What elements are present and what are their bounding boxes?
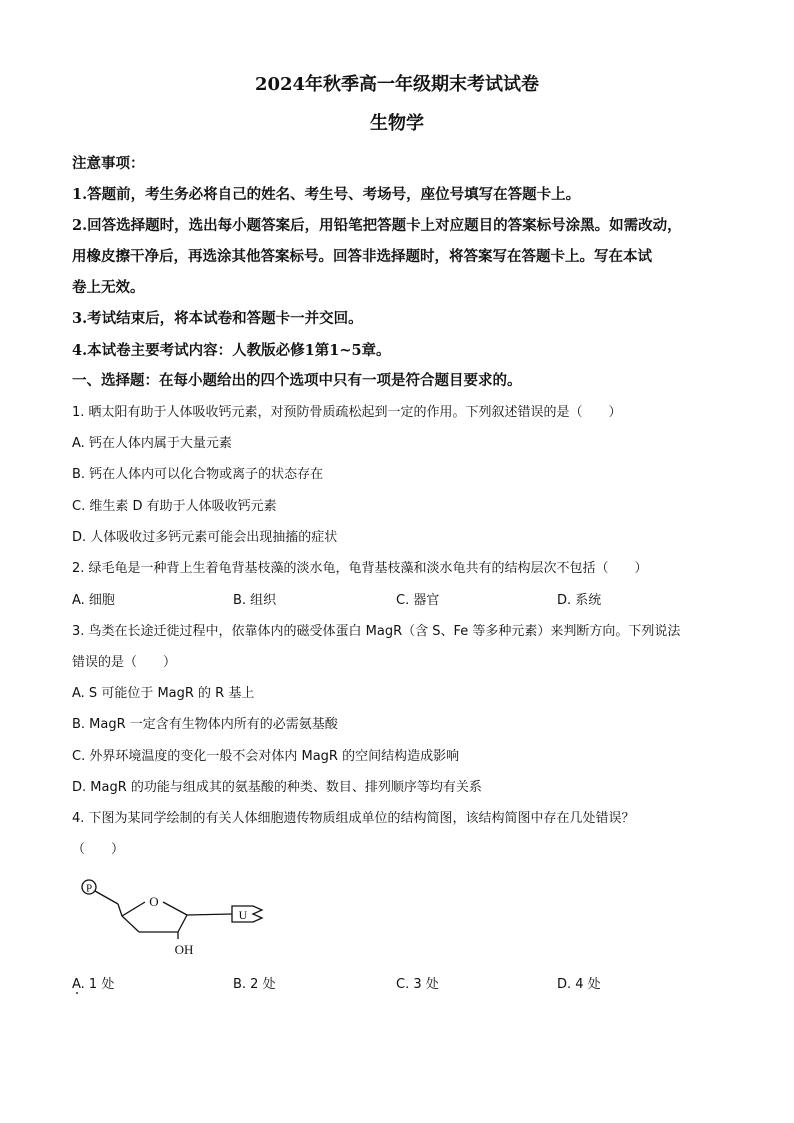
phosphate-label: P [85,882,93,895]
notice-item-4: 4.本试卷主要考试内容：人教版必修1第1~5章。 [72,342,391,359]
q1-option-c: C. 维生素 D 有助于人体吸收钙元素 [72,499,277,514]
q4-option-c: C. 3 处 [396,977,439,992]
notice-item-2-end: 卷上无效。 [72,279,145,296]
q1-option-d: D. 人体吸收过多钙元素可能会出现抽搐的症状 [72,530,338,545]
nucleotide-structure-figure [72,870,272,965]
ring-bond-c3-c4 [122,916,139,932]
notice-item-2: 2.回答选择题时，选出每小题答案后，用铅笔把答题卡上对应题目的答案标号涂黑。如需改动， [72,217,682,234]
base-label: U [238,908,248,922]
ring-bond-o-c1 [163,902,187,915]
c5-c4-bond [118,904,122,916]
q4-option-b: B. 2 处 [233,977,276,992]
q2-stem: 2. 绿毛龟是一种背上生着龟背基枝藻的淡水龟，龟背基枝藻和淡水龟共有的结构层次不包括（ ） [72,561,648,576]
notice-heading: 注意事项： [72,155,145,172]
ring-oxygen-label: O [149,894,159,909]
ring-bond-c1-c2 [178,915,187,932]
q3-option-c: C. 外界环境温度的变化一般不会对体内 MagR 的空间结构造成影响 [72,749,460,764]
q1-option-b: B. 钙在人体内可以化合物或离子的状态存在 [72,467,324,482]
hydroxyl-label: OH [174,942,194,957]
section-heading: 一、选择题：在每小题给出的四个选项中只有一项是符合题目要求的。 [72,372,522,389]
q2-option-a: A. 细胞 [72,593,115,608]
q1-option-a: A. 钙在人体内属于大量元素 [72,436,232,451]
ring-bond-c4-o [122,902,145,916]
q2-option-b: B. 组织 [233,593,277,608]
q2-option-c: C. 器官 [396,593,440,608]
q4-stem-cont: （ ） [72,842,125,857]
q4-stem: 4. 下图为某同学绘制的有关人体细胞遗传物质组成单位的结构简图，该结构简图中存在几处错误？ [72,811,635,826]
notice-item-2-cont: 用橡皮擦干净后，再选涂其他答案标号。回答非选择题时，将答案写在答题卡上。写在本试 [72,248,652,265]
stray-mark [76,992,78,994]
q1-stem: 1. 晒太阳有助于人体吸收钙元素，对预防骨质疏松起到一定的作用。下列叙述错误的是（ ） [72,405,622,420]
q2-option-d: D. 系统 [557,593,602,608]
q3-stem-cont: 错误的是（ ） [72,655,177,670]
q3-option-b: B. MagR 一定含有生物体内所有的必需氨基酸 [72,717,338,732]
phosphate-bond [95,891,118,904]
q4-option-a: A. 1 处 [72,977,115,992]
q3-option-d: D. MagR 的功能与组成其的氨基酸的种类、数目、排列顺序等均有关系 [72,780,482,795]
q3-option-a: A. S 可能位于 MagR 的 R 基上 [72,686,255,701]
notice-item-1: 1.答题前，考生务必将自己的姓名、考生号、考场号，座位号填写在答题卡上。 [72,186,581,203]
exam-title: 2024年秋季高一年级期末考试试卷 [254,74,540,95]
notice-item-3: 3.考试结束后，将本试卷和答题卡一并交回。 [72,310,363,327]
nucleotide-diagram [72,870,272,965]
q3-stem: 3. 鸟类在长途迁徙过程中，依靠体内的磁受体蛋白 MagR（含 S、Fe 等多种元素）来判断方向。下列说法 [72,624,681,639]
base-bond [187,914,232,915]
subject-title: 生物学 [370,113,424,134]
q4-option-d: D. 4 处 [557,977,601,992]
